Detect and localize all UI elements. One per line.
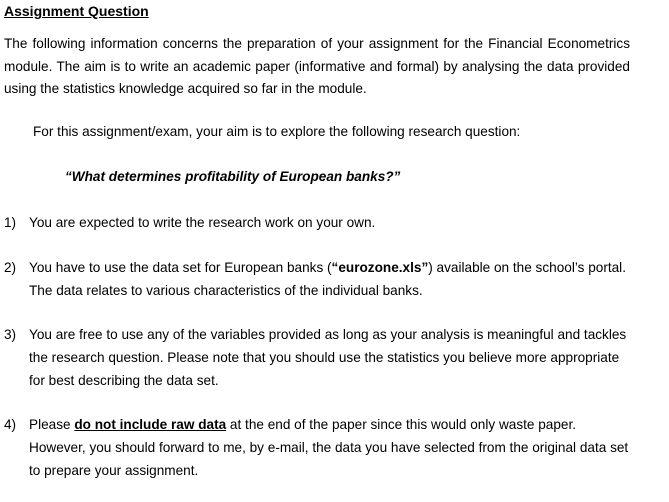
list-item-text-after: at the end of the paper since this would only waste paper. However, you should forward to me, by e-mail, the data you have selected from the original data set to prepare your assignment. xyxy=(29,417,629,478)
assignment-heading: Assignment Question xyxy=(4,3,149,19)
data-file-name: “eurozone.xls” xyxy=(331,260,429,275)
list-item-number: 2) xyxy=(4,260,17,275)
aim-statement: For this assignment/exam, your aim is to explore the following research question: xyxy=(33,124,521,139)
list-item-text xyxy=(29,413,632,482)
list-item-text-after: ) available on the school’s portal. The data relates to various characteristics of the individual banks. xyxy=(29,260,626,298)
list-item-text xyxy=(29,256,632,302)
list-item-text-before: You have to use the data set for European banks ( xyxy=(29,260,332,275)
emphasis-no-raw-data: do not include raw data xyxy=(74,417,227,432)
list-item-text: You are expected to write the research work on your own. xyxy=(29,215,376,230)
list-item-number: 4) xyxy=(4,417,17,432)
list-item-number: 3) xyxy=(4,327,17,342)
list-item-text-before: Please xyxy=(29,417,75,432)
list-item-number: 1) xyxy=(4,215,17,230)
intro-paragraph: The following information concerns the preparation of your assignment for the Financial Econometrics module. The aim is to write an academic paper (informative and formal) by analysing the data provided using the statistics knowledge acquired so far in the module. xyxy=(4,36,630,96)
research-question: “What determines profitability of European banks?” xyxy=(65,169,401,184)
list-item-text: You are free to use any of the variables provided as long as your analysis is meaningful and tackles the research question. Please note that you should use the statistics you believe more appropriate for best describing the data set. xyxy=(29,327,627,388)
